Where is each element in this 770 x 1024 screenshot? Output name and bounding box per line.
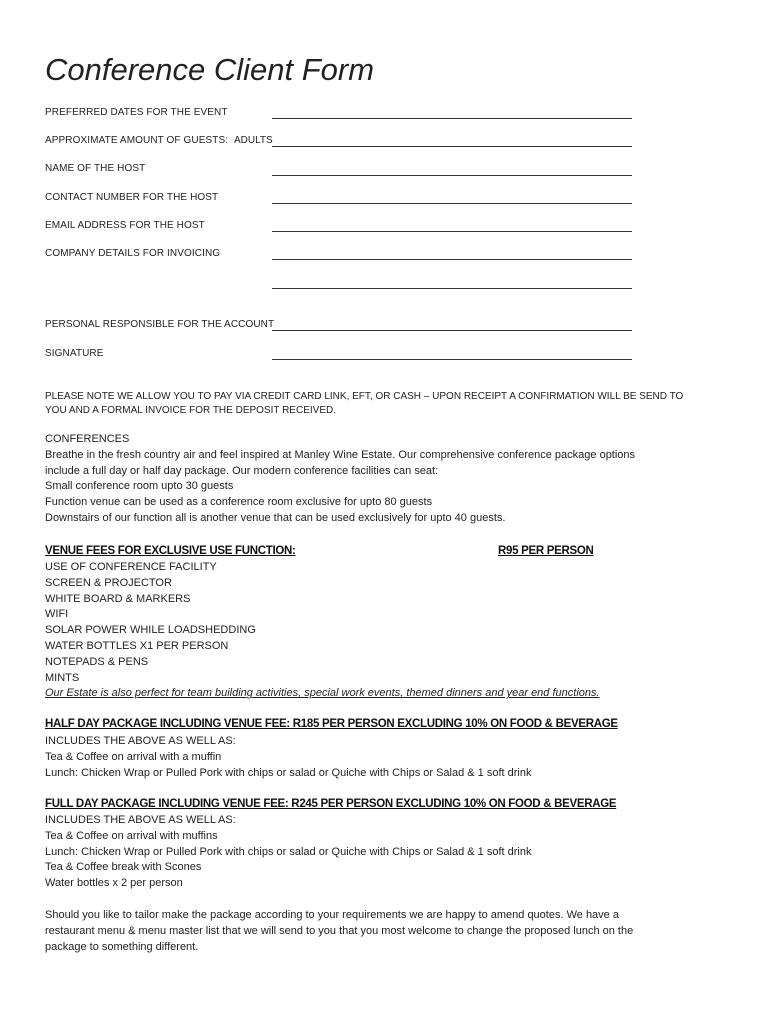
closing-line: Should you like to tailor make the package according to your requirements we are happy to amend quotes. We have a — [45, 909, 619, 921]
venue-fee-item: USE OF CONFERENCE FACILITY — [45, 561, 217, 573]
full-day-list — [45, 813, 745, 892]
field-line-company-details-extra[interactable] — [272, 288, 632, 289]
field-line-signature[interactable] — [272, 359, 632, 360]
full-day-line: Tea & Coffee break with Scones — [45, 861, 202, 874]
closing-line: restaurant menu & menu master list that we will send to you that you most welcome to change the proposed lunch on the — [45, 924, 634, 937]
venue-fee-item: SOLAR POWER WHILE LOADSHEDDING — [45, 624, 256, 637]
field-line-account-person[interactable] — [272, 330, 632, 331]
field-sublabel-adults: ADULTS — [234, 135, 273, 146]
venue-fee-item: SCREEN & PROJECTOR — [45, 576, 172, 589]
estate-note: Our Estate is also perfect for team building activities, special work events, themed dinners and year end functions. — [45, 687, 600, 700]
field-label-account-person: PERSONAL RESPONSIBLE FOR THE ACCOUNT — [45, 319, 275, 330]
full-day-line: INCLUDES THE ABOVE AS WELL AS: — [45, 814, 236, 826]
field-label-host-email: EMAIL ADDRESS FOR THE HOST — [45, 220, 205, 231]
field-line-host-email[interactable] — [272, 231, 632, 232]
field-line-company-details[interactable] — [272, 259, 632, 260]
page-title: Conference Client Form — [45, 52, 375, 87]
half-day-heading: HALF DAY PACKAGE INCLUDING VENUE FEE: R185 PER PERSON EXCLUDING 10% ON FOOD & BEVERAGE — [45, 718, 618, 730]
venue-fee-item: WHITE BOARD & MARKERS — [45, 592, 191, 605]
field-label-preferred-dates: PREFERRED DATES FOR THE EVENT — [45, 107, 228, 118]
venue-fees-list — [45, 560, 745, 702]
half-day-line: Lunch: Chicken Wrap or Pulled Pork with chips or salad or Quiche with Chips or Salad & 1 soft drink — [45, 766, 532, 779]
closing-paragraph — [45, 908, 745, 955]
venue-fees-heading: VENUE FEES FOR EXCLUSIVE USE FUNCTION: — [45, 545, 296, 557]
field-label-guests: APPROXIMATE AMOUNT OF GUESTS: — [45, 135, 229, 146]
closing-line: package to something different. — [45, 940, 199, 953]
field-line-host-name[interactable] — [272, 175, 632, 176]
venue-fees-price: R95 PER PERSON — [498, 545, 594, 557]
venue-fee-item: WATER BOTTLES X1 PER PERSON — [45, 639, 229, 652]
field-label-company-details: COMPANY DETAILS FOR INVOICING — [45, 248, 221, 259]
conferences-line: Small conference room upto 30 guests — [45, 480, 234, 493]
full-day-line: Tea & Coffee on arrival with muffins — [45, 829, 218, 842]
field-label-signature: SIGNATURE — [45, 348, 104, 359]
full-day-line: Water bottles x 2 per person — [45, 877, 183, 890]
half-day-list — [45, 734, 745, 781]
venue-fee-item: WIFI — [45, 608, 69, 621]
half-day-line: Tea & Coffee on arrival with a muffin — [45, 750, 222, 763]
conferences-section — [45, 432, 745, 527]
venue-fee-item: NOTEPADS & PENS — [45, 655, 149, 668]
half-day-line: INCLUDES THE ABOVE AS WELL AS: — [45, 735, 236, 747]
conferences-heading: CONFERENCES — [45, 433, 130, 445]
field-line-host-contact[interactable] — [272, 203, 632, 204]
conferences-line: Breathe in the fresh country air and feel inspired at Manley Wine Estate. Our comprehensive conference package options — [45, 448, 636, 461]
conferences-line: Function venue can be used as a conference room exclusive for upto 80 guests — [45, 496, 433, 509]
payment-note: PLEASE NOTE WE ALLOW YOU TO PAY VIA CREDIT CARD LINK, EFT, OR CASH – UPON RECEIPT A CONFIRMATION WILL BE SEND TO YOU AND A FORMAL INVOICE FOR THE DEPOSIT RECEIVED. — [45, 391, 684, 416]
conferences-line: include a full day or half day package. Our modern conference facilities can seat: — [45, 464, 439, 477]
field-line-guests[interactable] — [272, 146, 632, 147]
field-label-host-contact: CONTACT NUMBER FOR THE HOST — [45, 192, 219, 203]
conferences-line: Downstairs of our function all is another venue that can be used exclusively for upto 40 guests. — [45, 511, 506, 524]
full-day-line: Lunch: Chicken Wrap or Pulled Pork with chips or salad or Quiche with Chips or Salad & 1 soft drink — [45, 845, 532, 858]
full-day-heading: FULL DAY PACKAGE INCLUDING VENUE FEE: R245 PER PERSON EXCLUDING 10% ON FOOD & BEVERAGE — [45, 798, 617, 810]
field-label-host-name: NAME OF THE HOST — [45, 163, 146, 174]
venue-fee-item: MINTS — [45, 671, 80, 684]
field-line-preferred-dates[interactable] — [272, 118, 632, 119]
